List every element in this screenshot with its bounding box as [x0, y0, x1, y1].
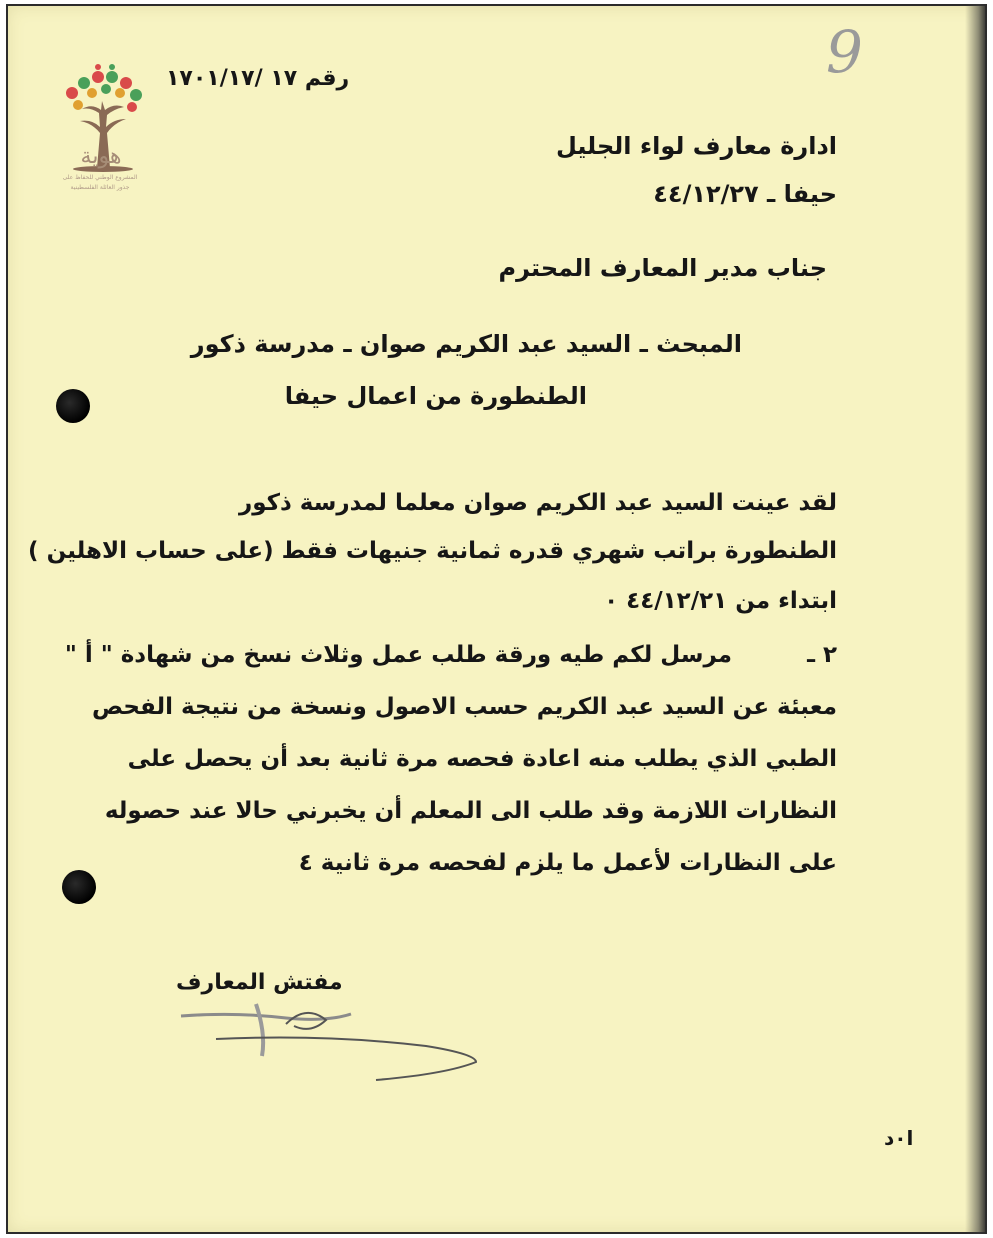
item-2-number: ٢ ـ	[807, 642, 837, 668]
typist-initials: ا٠د	[884, 1126, 914, 1150]
place-date: حيفا ـ ٤٤/١٢/٢٧	[653, 180, 837, 208]
item-2-line-3: الطبي الذي يطلب منه اعادة فحصه مرة ثانية بعد أن يحصل على	[127, 746, 837, 772]
handwritten-page-number: 9	[826, 18, 863, 86]
subject-line-1: المبحث ـ السيد عبد الكريم صوان ـ مدرسة ذكور	[190, 330, 742, 358]
punch-hole-top	[56, 389, 90, 423]
logo-subtitle-line1: المشروع الوطني للحفاظ على	[62, 174, 138, 181]
logo-subtitle-line2: جذور العائلة الفلسطينية	[70, 184, 130, 191]
signatory-title: مفتش المعارف	[176, 970, 343, 995]
scan-edge-shadow	[965, 4, 987, 1234]
item-2-line-2: معبئة عن السيد عبد الكريم حسب الاصول ونسخة من نتيجة الفحص	[92, 694, 837, 720]
subject-line-2: الطنطورة من اعمال حيفا	[284, 382, 587, 410]
item-2-line-4: النظارات اللازمة وقد طلب الى المعلم أن يخبرني حالا عند حصوله	[104, 798, 837, 824]
sender-office: ادارة معارف لواء الجليل	[555, 132, 837, 160]
reference-number: رقم ١٧ /١٧٠١/١٧	[166, 66, 350, 91]
salutation: جناب مدير المعارف المحترم	[498, 254, 827, 282]
item-2-line-1: مرسل لكم طيه ورقة طلب عمل وثلاث نسخ من شهادة " أ "	[64, 642, 732, 668]
body-line-2: الطنطورة براتب شهري قدره ثمانية جنيهات فقط (على حساب الاهلين )	[28, 538, 837, 564]
punch-hole-bottom	[62, 870, 96, 904]
body-line-3: ابتداء من ٤٤/١٢/٢١ ٠	[604, 588, 837, 614]
body-line-1: لقد عينت السيد عبد الكريم صوان معلما لمدرسة ذكور	[238, 490, 837, 516]
letter-page	[6, 4, 987, 1234]
signature	[176, 994, 496, 1094]
item-2-line-5: على النظارات لأعمل ما يلزم لفحصه مرة ثانية ٤	[298, 850, 837, 876]
logo-wordmark: هوية	[80, 144, 122, 169]
